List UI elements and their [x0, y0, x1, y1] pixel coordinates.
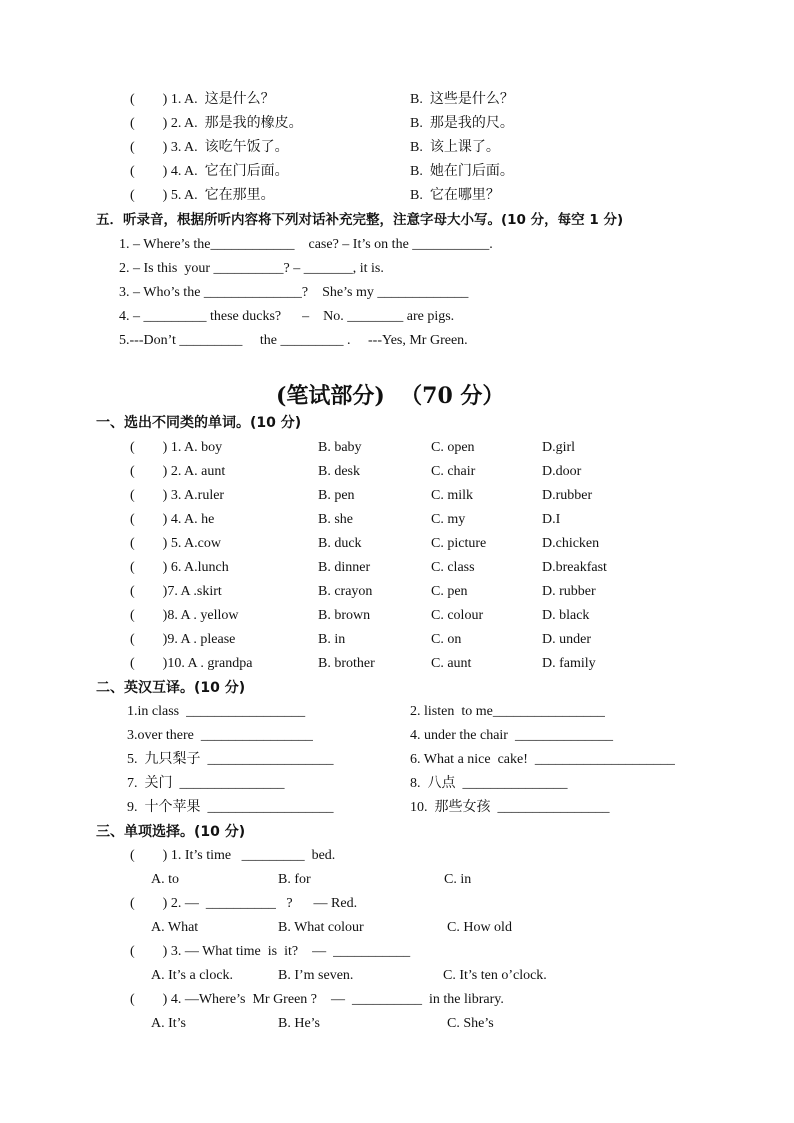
p3-q3: ( ) 3. — What time is it? — ___________ — [130, 944, 411, 959]
part-2-heading: 二、英汉互译。(10 分) — [96, 680, 246, 696]
p3-q4: ( ) 4. —Where’s Mr Green ? — __________ in the library. — [130, 992, 504, 1007]
p2-item-3: 3.over there ________________ — [127, 728, 313, 743]
p1-q6-c: C. class — [431, 560, 475, 575]
p1-q9-c: C. on — [431, 632, 462, 647]
p1-q7-a: ( )7. A .skirt — [130, 584, 222, 599]
p1-q3-a: ( ) 3. A.ruler — [130, 488, 225, 503]
listen-item-4-a: ( ) 4. A. 它在门后面。 — [130, 164, 289, 179]
part-3-heading: 三、单项选择。(10 分) — [96, 824, 246, 840]
p3-q4-b: B. He’s — [278, 1016, 320, 1031]
p2-item-9: 9. 十个苹果 __________________ — [127, 800, 334, 815]
p1-q7-c: C. pen — [431, 584, 468, 599]
p1-q2-a: ( ) 2. A. aunt — [130, 464, 226, 479]
listen-item-3-b: B. 该上课了。 — [410, 140, 500, 155]
p1-q8-a: ( )8. A . yellow — [130, 608, 239, 623]
p1-q7-b: B. crayon — [318, 584, 373, 599]
p3-q1-c: C. in — [444, 872, 472, 887]
p1-q8-c: C. colour — [431, 608, 484, 623]
p1-q4-a: ( ) 4. A. he — [130, 512, 215, 527]
p1-q1-b: B. baby — [318, 440, 362, 455]
p3-q4-a: A. It’s — [151, 1016, 186, 1031]
p1-q6-d: D.breakfast — [542, 560, 607, 575]
dialogue-line-1: 1. – Where’s the____________ case? – It’s on the ___________. — [119, 237, 493, 252]
p1-q8-b: B. brown — [318, 608, 371, 623]
p3-q2-b: B. What colour — [278, 920, 364, 935]
p1-q10-b: B. brother — [318, 656, 375, 671]
listen-item-1-a: ( ) 1. A. 这是什么？ — [130, 92, 275, 107]
p2-item-2: 2. listen to me________________ — [410, 704, 605, 719]
listen-item-5-a: ( ) 5. A. 它在那里。 — [130, 188, 275, 203]
p1-q3-b: B. pen — [318, 488, 355, 503]
p1-q7-d: D. rubber — [542, 584, 596, 599]
listen-item-3-a: ( ) 3. A. 该吃午饭了。 — [130, 140, 289, 155]
p2-item-1: 1.in class _________________ — [127, 704, 306, 719]
dialogue-line-5: 5.---Don’t _________ the _________ . ---Yes, Mr Green. — [119, 333, 468, 348]
p3-q4-c: C. She’s — [447, 1016, 494, 1031]
p1-q8-d: D. black — [542, 608, 590, 623]
p3-q3-c: C. It’s ten o’clock. — [443, 968, 547, 983]
p1-q1-c: C. open — [431, 440, 475, 455]
dialogue-line-2: 2. – Is this your __________? – _______, it is. — [119, 261, 384, 276]
p1-q2-b: B. desk — [318, 464, 360, 479]
p1-q5-d: D.chicken — [542, 536, 600, 551]
p3-q2-c: C. How old — [447, 920, 512, 935]
p1-q4-c: C. my — [431, 512, 466, 527]
p3-q2-a: A. What — [151, 920, 199, 935]
listen-item-4-b: B. 她在门后面。 — [410, 164, 514, 179]
part-1-heading: 一、选出不同类的单词。(10 分) — [96, 415, 302, 431]
p2-item-10: 10. 那些女孩 ________________ — [410, 800, 610, 815]
p1-q10-d: D. family — [542, 656, 596, 671]
p1-q1-d: D.girl — [542, 440, 576, 455]
p1-q1-a: ( ) 1. A. boy — [130, 440, 223, 455]
listen-item-2-a: ( ) 2. A. 那是我的橡皮。 — [130, 116, 303, 131]
p1-q4-b: B. she — [318, 512, 353, 527]
dialogue-line-4: 4. – _________ these ducks? – No. ________ are pigs. — [119, 309, 455, 324]
p2-item-4: 4. under the chair ______________ — [410, 728, 613, 743]
p3-q1: ( ) 1. It’s time _________ bed. — [130, 848, 336, 863]
p2-item-8: 8. 八点 _______________ — [410, 776, 568, 791]
p1-q9-d: D. under — [542, 632, 591, 647]
p2-item-5: 5. 九只梨子 __________________ — [127, 752, 334, 767]
p1-q9-a: ( )9. A . please — [130, 632, 236, 647]
p1-q10-c: C. aunt — [431, 656, 472, 671]
listen-item-5-b: B. 它在哪里？ — [410, 188, 500, 203]
p1-q9-b: B. in — [318, 632, 346, 647]
section-5-heading: 五．听录音，根据所听内容将下列对话补充完整，注意字母大小写。(10 分，每空 1 分) — [96, 212, 624, 228]
p2-item-7: 7. 关门 _______________ — [127, 776, 285, 791]
p3-q2: ( ) 2. — __________ ? — Red. — [130, 896, 358, 911]
p1-q3-d: D.rubber — [542, 488, 593, 503]
p3-q3-b: B. I’m seven. — [278, 968, 354, 983]
p3-q3-a: A. It’s a clock. — [151, 968, 234, 983]
p1-q4-d: D.I — [542, 512, 561, 527]
p1-q10-a: ( )10. A . grandpa — [130, 656, 253, 671]
p1-q5-c: C. picture — [431, 536, 487, 551]
written-part-title: (笔试部分) （70 分） — [276, 383, 505, 409]
p1-q2-d: D.door — [542, 464, 582, 479]
p1-q5-b: B. duck — [318, 536, 362, 551]
p1-q6-b: B. dinner — [318, 560, 371, 575]
p1-q6-a: ( ) 6. A.lunch — [130, 560, 229, 575]
p3-q1-b: B. for — [278, 872, 311, 887]
dialogue-line-3: 3. – Who’s the ______________? She’s my _____________ — [119, 285, 469, 300]
listen-item-2-b: B. 那是我的尺。 — [410, 116, 514, 131]
p1-q3-c: C. milk — [431, 488, 474, 503]
p1-q2-c: C. chair — [431, 464, 476, 479]
listen-item-1-b: B. 这些是什么？ — [410, 92, 514, 107]
p1-q5-a: ( ) 5. A.cow — [130, 536, 221, 551]
p2-item-6: 6. What a nice cake! ____________________ — [410, 752, 675, 767]
p3-q1-a: A. to — [151, 872, 179, 887]
